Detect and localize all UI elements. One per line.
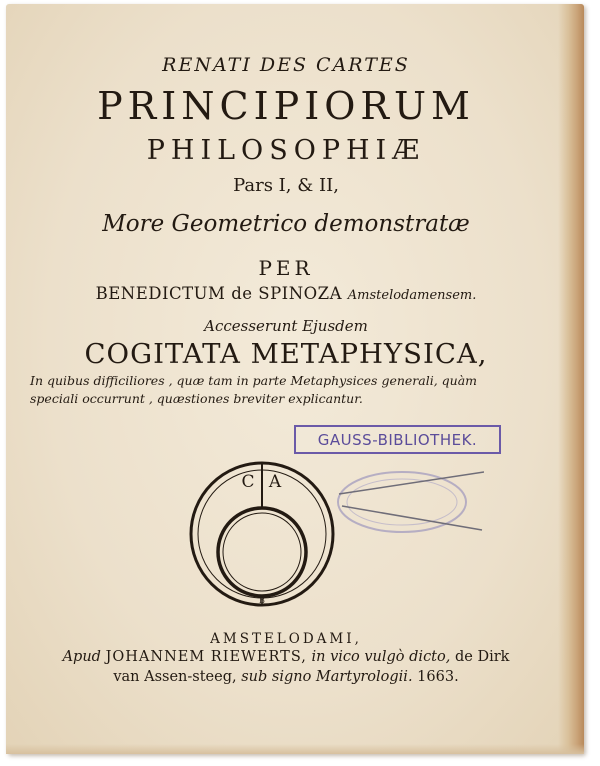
parts-line: Pars I, & II, — [233, 175, 339, 196]
imprint-sub-signo: sub signo Martyrologii. — [241, 669, 413, 685]
imprint-in-vico: in vico vulgò dicto, — [311, 649, 451, 665]
imprint-de-dirk: de Dirk — [454, 649, 510, 665]
editor-line — [6, 284, 566, 303]
imprint-van-assen: van Assen-steeg, — [113, 669, 237, 685]
title-page — [6, 4, 584, 754]
accesserunt-line: Accesserunt Ejusdem — [204, 317, 368, 335]
description-line-1: In quibus difficiliores , quæ tam in parte Metaphysices generali, quàm — [30, 373, 478, 388]
imprint-printer: JOHANNEM RIEWERTS, — [105, 649, 307, 665]
imprint-place: AMSTELODAMI, — [210, 631, 362, 647]
geometric-emblem — [187, 454, 347, 610]
title-line-2: PHILOSOPHIÆ — [146, 135, 426, 166]
imprint-line-2 — [6, 669, 566, 685]
imprint-line-1 — [6, 649, 566, 665]
crossed-out-oval-stamp — [334, 466, 484, 536]
title-line-1: PRINCIPIORUM — [97, 84, 475, 128]
library-stamp: GAUSS-BIBLIOTHEK. — [294, 425, 501, 454]
cogitata-title: COGITATA METAPHYSICA, — [84, 338, 488, 370]
page-bottom-edge — [6, 744, 584, 754]
imprint-year: 1663. — [417, 669, 459, 685]
emblem-letter-a: A — [268, 472, 282, 492]
emblem-letter-c: C — [241, 472, 255, 492]
imprint-apud: Apud — [62, 649, 101, 665]
editor-origin: Amstelodamensem. — [347, 288, 477, 303]
subtitle-more-geometrico: More Geometrico demonstratæ — [102, 211, 470, 237]
emblem-letter-b: B — [259, 596, 265, 605]
editor-name: BENEDICTUM de SPINOZA — [95, 284, 343, 303]
author-line: RENATI DES CARTES — [162, 54, 410, 76]
per-line: PER — [258, 256, 314, 280]
description-line-2: speciali occurrunt , quæstiones breviter explicantur. — [30, 391, 363, 406]
